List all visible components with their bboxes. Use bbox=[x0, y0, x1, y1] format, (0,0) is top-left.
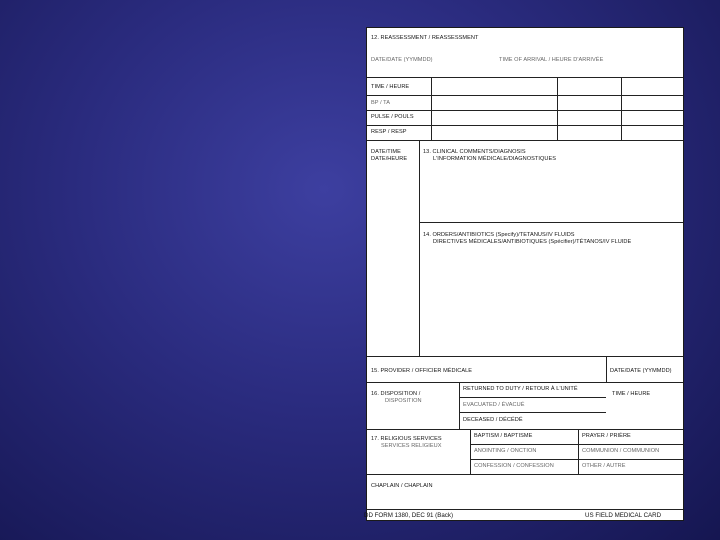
disposition-deceased: DECEASED / DÉCÉDÉ bbox=[463, 417, 523, 423]
col-disposition bbox=[459, 382, 460, 429]
religious-communion: COMMUNION / COMMUNION bbox=[582, 448, 660, 454]
vitals-bp-label: BP / TA bbox=[371, 100, 391, 106]
vitals-time-label: TIME / HEURE bbox=[371, 84, 410, 90]
col-datetime bbox=[419, 140, 420, 356]
time-of-arrival-label: TIME OF ARRIVAL / HEURE D'ARRIVÉE bbox=[499, 57, 604, 63]
provider-date-label: DATE/DATE (YYMMDD) bbox=[610, 368, 672, 374]
disposition-label: 16. DISPOSITION / bbox=[371, 391, 421, 397]
col-vitals-1 bbox=[431, 77, 432, 140]
rule-vitals-row3 bbox=[367, 125, 683, 126]
religious-baptism: BAPTISM / BAPTISME bbox=[474, 433, 533, 439]
rule-disposition-bottom bbox=[367, 429, 683, 430]
rule-religious-bottom bbox=[367, 474, 683, 475]
clinical-comments-label: 13. CLINICAL COMMENTS/DIAGNOSIS bbox=[423, 149, 526, 155]
datetime-label: DATE/TIME bbox=[371, 149, 401, 155]
rule-religious-2 bbox=[470, 459, 683, 460]
provider-label: 15. PROVIDER / OFFICIER MÉDICALE bbox=[371, 368, 473, 374]
orders-label: 14. ORDERS/ANTIBIOTICS (Specify)/TETANUS/IV FLUIDS bbox=[423, 232, 575, 238]
form-number: DD FORM 1380, DEC 91 (Back) bbox=[364, 512, 454, 519]
col-vitals-2 bbox=[557, 77, 558, 140]
disposition-returned: RETURNED TO DUTY / RETOUR À L'UNITÉ bbox=[463, 386, 578, 392]
col-religious-2 bbox=[578, 429, 579, 474]
rule-vitals-row1 bbox=[367, 95, 683, 96]
vitals-pulse-label: PULSE / POULS bbox=[371, 114, 414, 120]
religious-anointing: ANOINTING / ONCTION bbox=[474, 448, 537, 454]
religious-confession: CONFESSION / CONFESSION bbox=[474, 463, 554, 469]
vitals-resp-label: RESP / RESP bbox=[371, 129, 407, 135]
religious-prayer: PRAYER / PRIÈRE bbox=[582, 433, 631, 439]
rule-disposition-2 bbox=[459, 412, 606, 413]
disposition-evacuated: EVACUATED / ÉVACUÉ bbox=[463, 402, 525, 408]
rule-vitals-row2 bbox=[367, 110, 683, 111]
rule-orders-bottom bbox=[367, 356, 683, 357]
rule-provider-bottom bbox=[367, 382, 683, 383]
clinical-comments-label-fr: L'INFORMATION MÉDICALE/DIAGNOSTIQUES bbox=[433, 156, 557, 162]
rule-disposition-1 bbox=[459, 397, 606, 398]
col-vitals-3 bbox=[621, 77, 622, 140]
rule-comments-bottom bbox=[419, 222, 683, 223]
orders-label-fr: DIRECTIVES MÉDICALES/ANTIBIOTIQUES (Spécifier)/TÉTANOS/IV FLUIDE bbox=[433, 239, 632, 245]
disposition-time-label: TIME / HEURE bbox=[612, 391, 651, 397]
religious-services-label: 17. RELIGIOUS SERVICES bbox=[371, 436, 442, 442]
field-medical-card-back bbox=[366, 27, 684, 521]
card-title: US FIELD MEDICAL CARD bbox=[585, 512, 662, 519]
disposition-label-fr: DISPOSITION bbox=[385, 398, 422, 404]
rule-religious-1 bbox=[470, 444, 683, 445]
reassessment-label: 12. REASSESSMENT / REASSESSMENT bbox=[371, 35, 479, 41]
col-provider-date bbox=[606, 356, 607, 382]
rule-reassessment-bottom bbox=[367, 77, 683, 78]
rule-chaplain-bottom bbox=[367, 509, 683, 510]
religious-other: OTHER / AUTRE bbox=[582, 463, 626, 469]
datetime-label-fr: DATE/HEURE bbox=[371, 156, 408, 162]
religious-services-label-fr: SERVICES RELIGIEUX bbox=[381, 443, 442, 449]
col-religious-1 bbox=[470, 429, 471, 474]
rule-vitals-bottom bbox=[367, 140, 683, 141]
chaplain-label: CHAPLAIN / CHAPLAIN bbox=[371, 483, 433, 489]
date-label: DATE/DATE (YYMMDD) bbox=[371, 57, 433, 63]
